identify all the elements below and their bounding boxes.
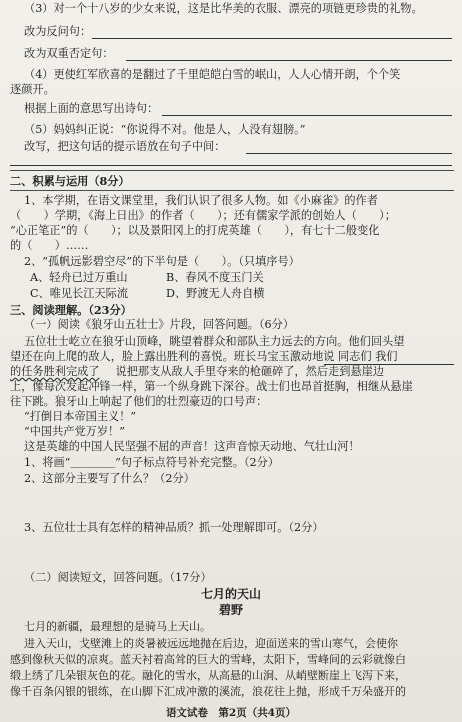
s2-q1-line2: （ ）学期，《海上日出》的作者（ ）；还有儒家学派的创始人（ ）； — [10, 209, 396, 222]
q3-double-negative-label: 改为双重否定句： — [24, 47, 114, 60]
passage-line: 五位壮士屹立在狼牙山顶峰，眺望着群众和部队主力远去的方向。他们回头望 — [24, 335, 405, 348]
article-line: 像千百条闪银的银练，在山脚下汇成冲激的溪流，浪花往上抛，形成千万朵盛开的 — [10, 685, 406, 698]
q4-text-line2: 逐颜开。 — [10, 83, 55, 96]
q4-poem-label: 根据上面的意思写出诗句： — [24, 102, 159, 115]
passage-line-rest: 说把那支从敌人手里夺来的枪砸碎了，然后走到悬崖边 — [115, 365, 385, 378]
article-line: 七月的新疆，最理想的是骑马上天山。 — [24, 620, 211, 633]
reading-1-question-1: 1、将画“＿＿＿＿”句子标点符号补充完整。（2分） — [24, 456, 280, 469]
article-title: 七月的天山 — [200, 587, 261, 601]
answer-line — [246, 153, 452, 154]
passage-line: 望还在向上爬的敌人，脸上露出胜利的喜悦。班长马宝玉激动地说 同志们 我们 — [10, 350, 398, 363]
passage-line — [10, 365, 384, 379]
s2-q2-text: 2、“孤帆远影碧空尽”的下半句是（ ）。（只填序号） — [24, 255, 300, 268]
answer-line — [10, 165, 452, 166]
article-line: 进入天山，戈壁滩上的炎暑被远远地抛在后边，迎面送来的雪山寒气，会使你 — [24, 637, 398, 650]
q3-text: （3）对一个十八岁的少女来说，这是比华美的衣服、漂亮的项链更珍贵的礼物。 — [24, 2, 423, 15]
section-divider — [10, 170, 454, 171]
article-author: 碧野 — [218, 603, 243, 617]
reading-1-heading: （一）阅读《狼牙山五壮士》片段，回答问题。（6分） — [24, 318, 295, 331]
section-3-heading: 三、阅读理解。（23分） — [10, 303, 132, 317]
reading-1-question-2: 2、这部分主要写了什么？（2分） — [24, 472, 195, 485]
option-c: C、唯见长江天际流 — [30, 287, 129, 300]
passage-line: 这是英雄的中国人民坚强不屈的声音！这声音惊天动地、气壮山河！ — [24, 440, 360, 453]
passage-slogan: “中国共产党万岁！” — [24, 425, 125, 438]
q5-rewrite-label: 改写，把这句话的提示语放在句子中间： — [24, 140, 226, 153]
q4-text-line1: （4）更使红军欣喜的是翻过了千里皑皑白雪的岷山，人人心情开朗，个个笑 — [24, 68, 401, 81]
s2-q1-line1: 1、本学期，在语文课堂里，我们认识了很多人物。如《小麻雀》的作者 — [24, 194, 378, 207]
answer-line — [126, 60, 452, 61]
s2-q1-line3: “心正笔正”的（ ）；以及景阳冈上的打虎英雄（ ），有七十二般变化 — [10, 224, 380, 237]
reading-2-heading: （二）阅读短文，回答问题。（17分） — [24, 571, 212, 584]
option-d: D、野渡无人舟自横 — [166, 287, 265, 300]
answer-line — [162, 115, 452, 116]
q3-rhetorical-label: 改为反问句： — [24, 25, 92, 38]
page-footer: 语文试卷 第2页（共4页） — [165, 707, 297, 719]
option-b: B、春风不度玉门关 — [166, 271, 264, 284]
passage-line: 往下跳。狼牙山上响起了他们的壮烈豪迈的口号声： — [10, 395, 268, 408]
section-divider — [10, 190, 454, 191]
option-a: A、轻舟已过万重山 — [30, 271, 128, 284]
section-2-heading: 二、积累与运用（8分） — [10, 174, 130, 188]
passage-line: 上，像每次发起冲锋一样，第一个纵身跳下深谷。战士们也昂首挺胸，相继从悬崖 — [10, 380, 413, 393]
article-line: 缎上绣了几朵银灰色的花。融化的雪水，从高悬的山涧、从峭壁断崖上飞泻下来， — [10, 669, 406, 682]
s2-q1-line4: 的（ ）…… — [10, 239, 89, 252]
article-line: 感到像秋天似的凉爽。蓝天衬着高耸的巨大的雪峰，太阳下，雪峰间的云彩就像白 — [10, 653, 406, 666]
passage-slogan: “打倒日本帝国主义！” — [24, 410, 137, 423]
q5-text: （5）妈妈纠正说：“你说得不对。他是人，人没有翅膀。” — [24, 123, 306, 136]
answer-line — [92, 38, 452, 39]
reading-1-question-3: 3、五位壮士具有怎样的精神品质？抓一处理解即可。（2分） — [24, 521, 324, 534]
underlined-sentence: 的任务胜利完成了 — [10, 365, 100, 378]
